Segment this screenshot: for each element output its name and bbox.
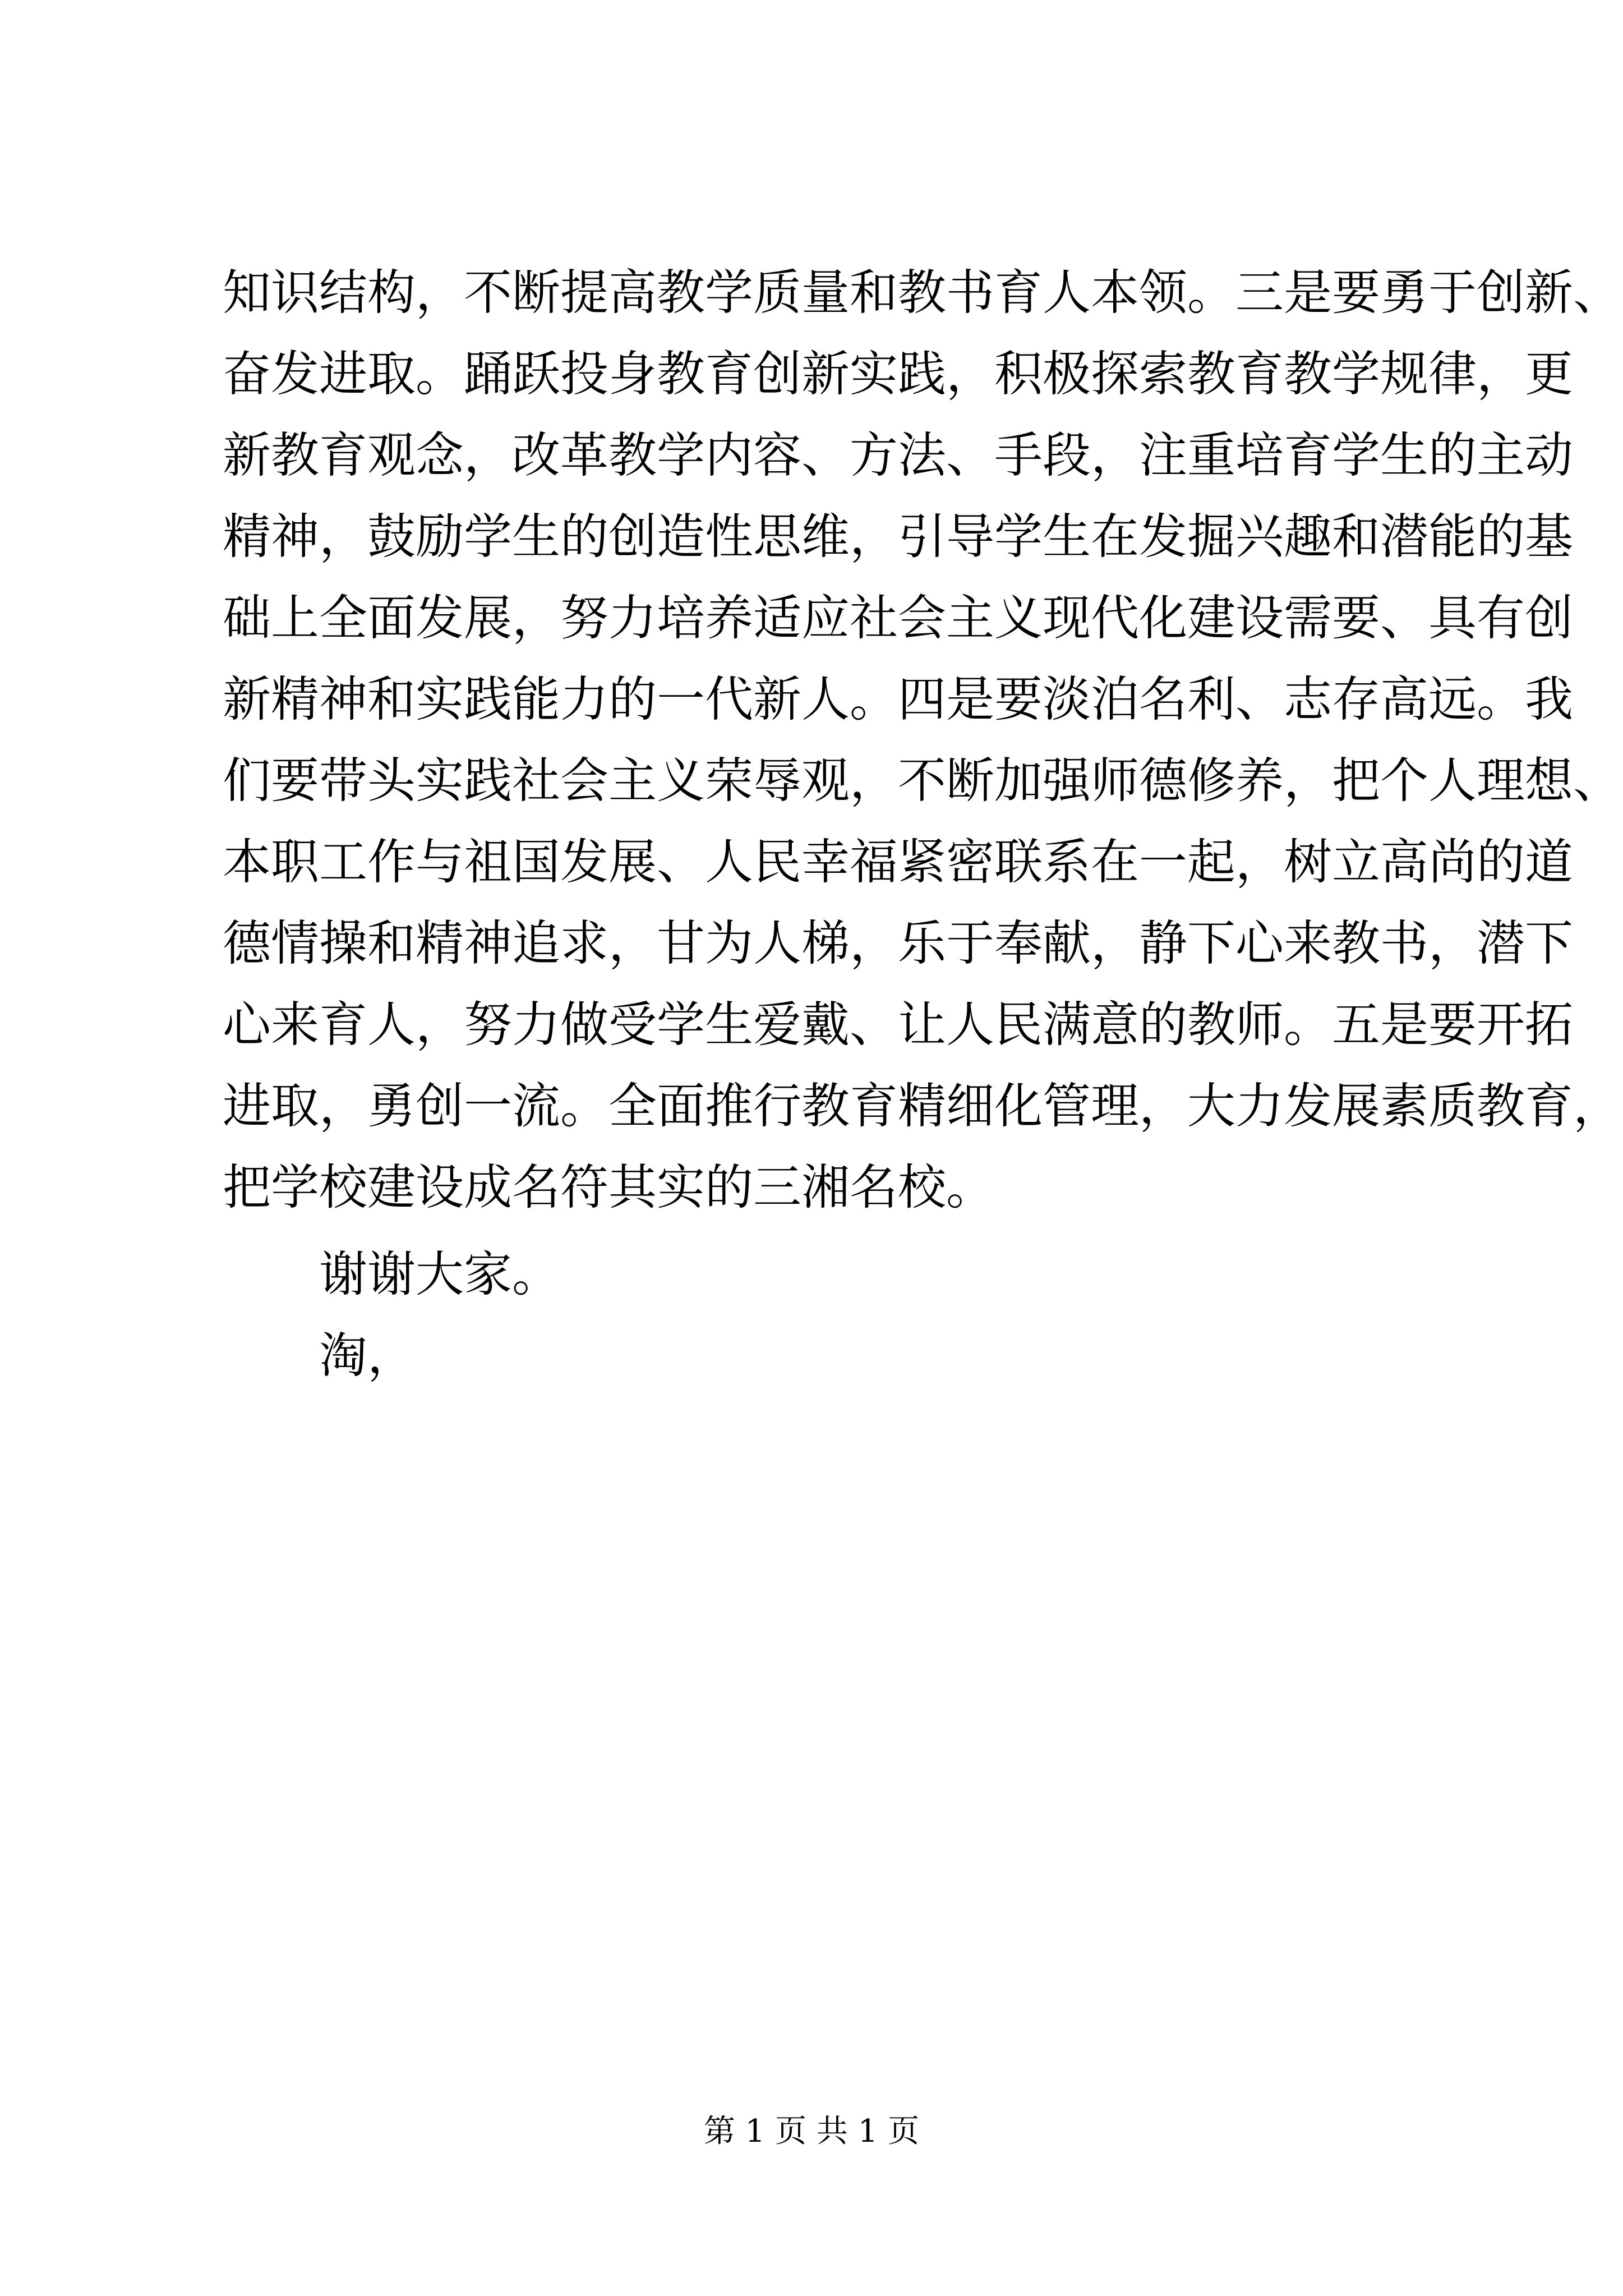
page-footer: 第 1 页 共 1 页 [703, 2113, 920, 2150]
paragraph-line-1: 知识结构，不断提高教学质量和教书育人本领。三是要勇于创新、 [223, 265, 1621, 321]
paragraph-line-7: 们要带头实践社会主义荣辱观，不断加强师德修养，把个人理想、 [223, 753, 1621, 809]
trailing-line: 淘， [319, 1328, 416, 1384]
paragraph-gap [223, 1228, 1428, 1234]
paragraph-line-12: 把学校建设成名符其实的三湘名校。 [223, 1159, 994, 1216]
paragraph-line-10: 心来育人，努力做受学生爱戴、让人民满意的教师。五是要开拓 [223, 997, 1573, 1053]
paragraph-line-9: 德情操和精神追求，甘为人梯，乐于奉献，静下心来教书，潜下 [223, 915, 1573, 972]
paragraph-line-8: 本职工作与祖国发展、人民幸福紧密联系在一起，树立高尚的道 [223, 834, 1573, 890]
paragraph-line-2: 奋发进取。踊跃投身教育创新实践，积极探索教育教学规律，更 [223, 346, 1573, 402]
paragraph-line-5: 础上全面发展，努力培养适应社会主义现代化建设需要、具有创 [223, 590, 1573, 646]
thanks-line: 谢谢大家。 [319, 1246, 560, 1303]
paragraph-line-4: 精神，鼓励学生的创造性思维，引导学生在发掘兴趣和潜能的基 [223, 509, 1573, 565]
paragraph-line-11: 进取，勇创一流。全面推行教育精细化管理，大力发展素质教育， [223, 1078, 1621, 1134]
paragraph-line-6: 新精神和实践能力的一代新人。四是要淡泊名利、志存高远。我 [223, 671, 1573, 728]
paragraph-line-3: 新教育观念，改革教学内容、方法、手段，注重培育学生的主动 [223, 427, 1573, 484]
document-body [223, 252, 1621, 1397]
